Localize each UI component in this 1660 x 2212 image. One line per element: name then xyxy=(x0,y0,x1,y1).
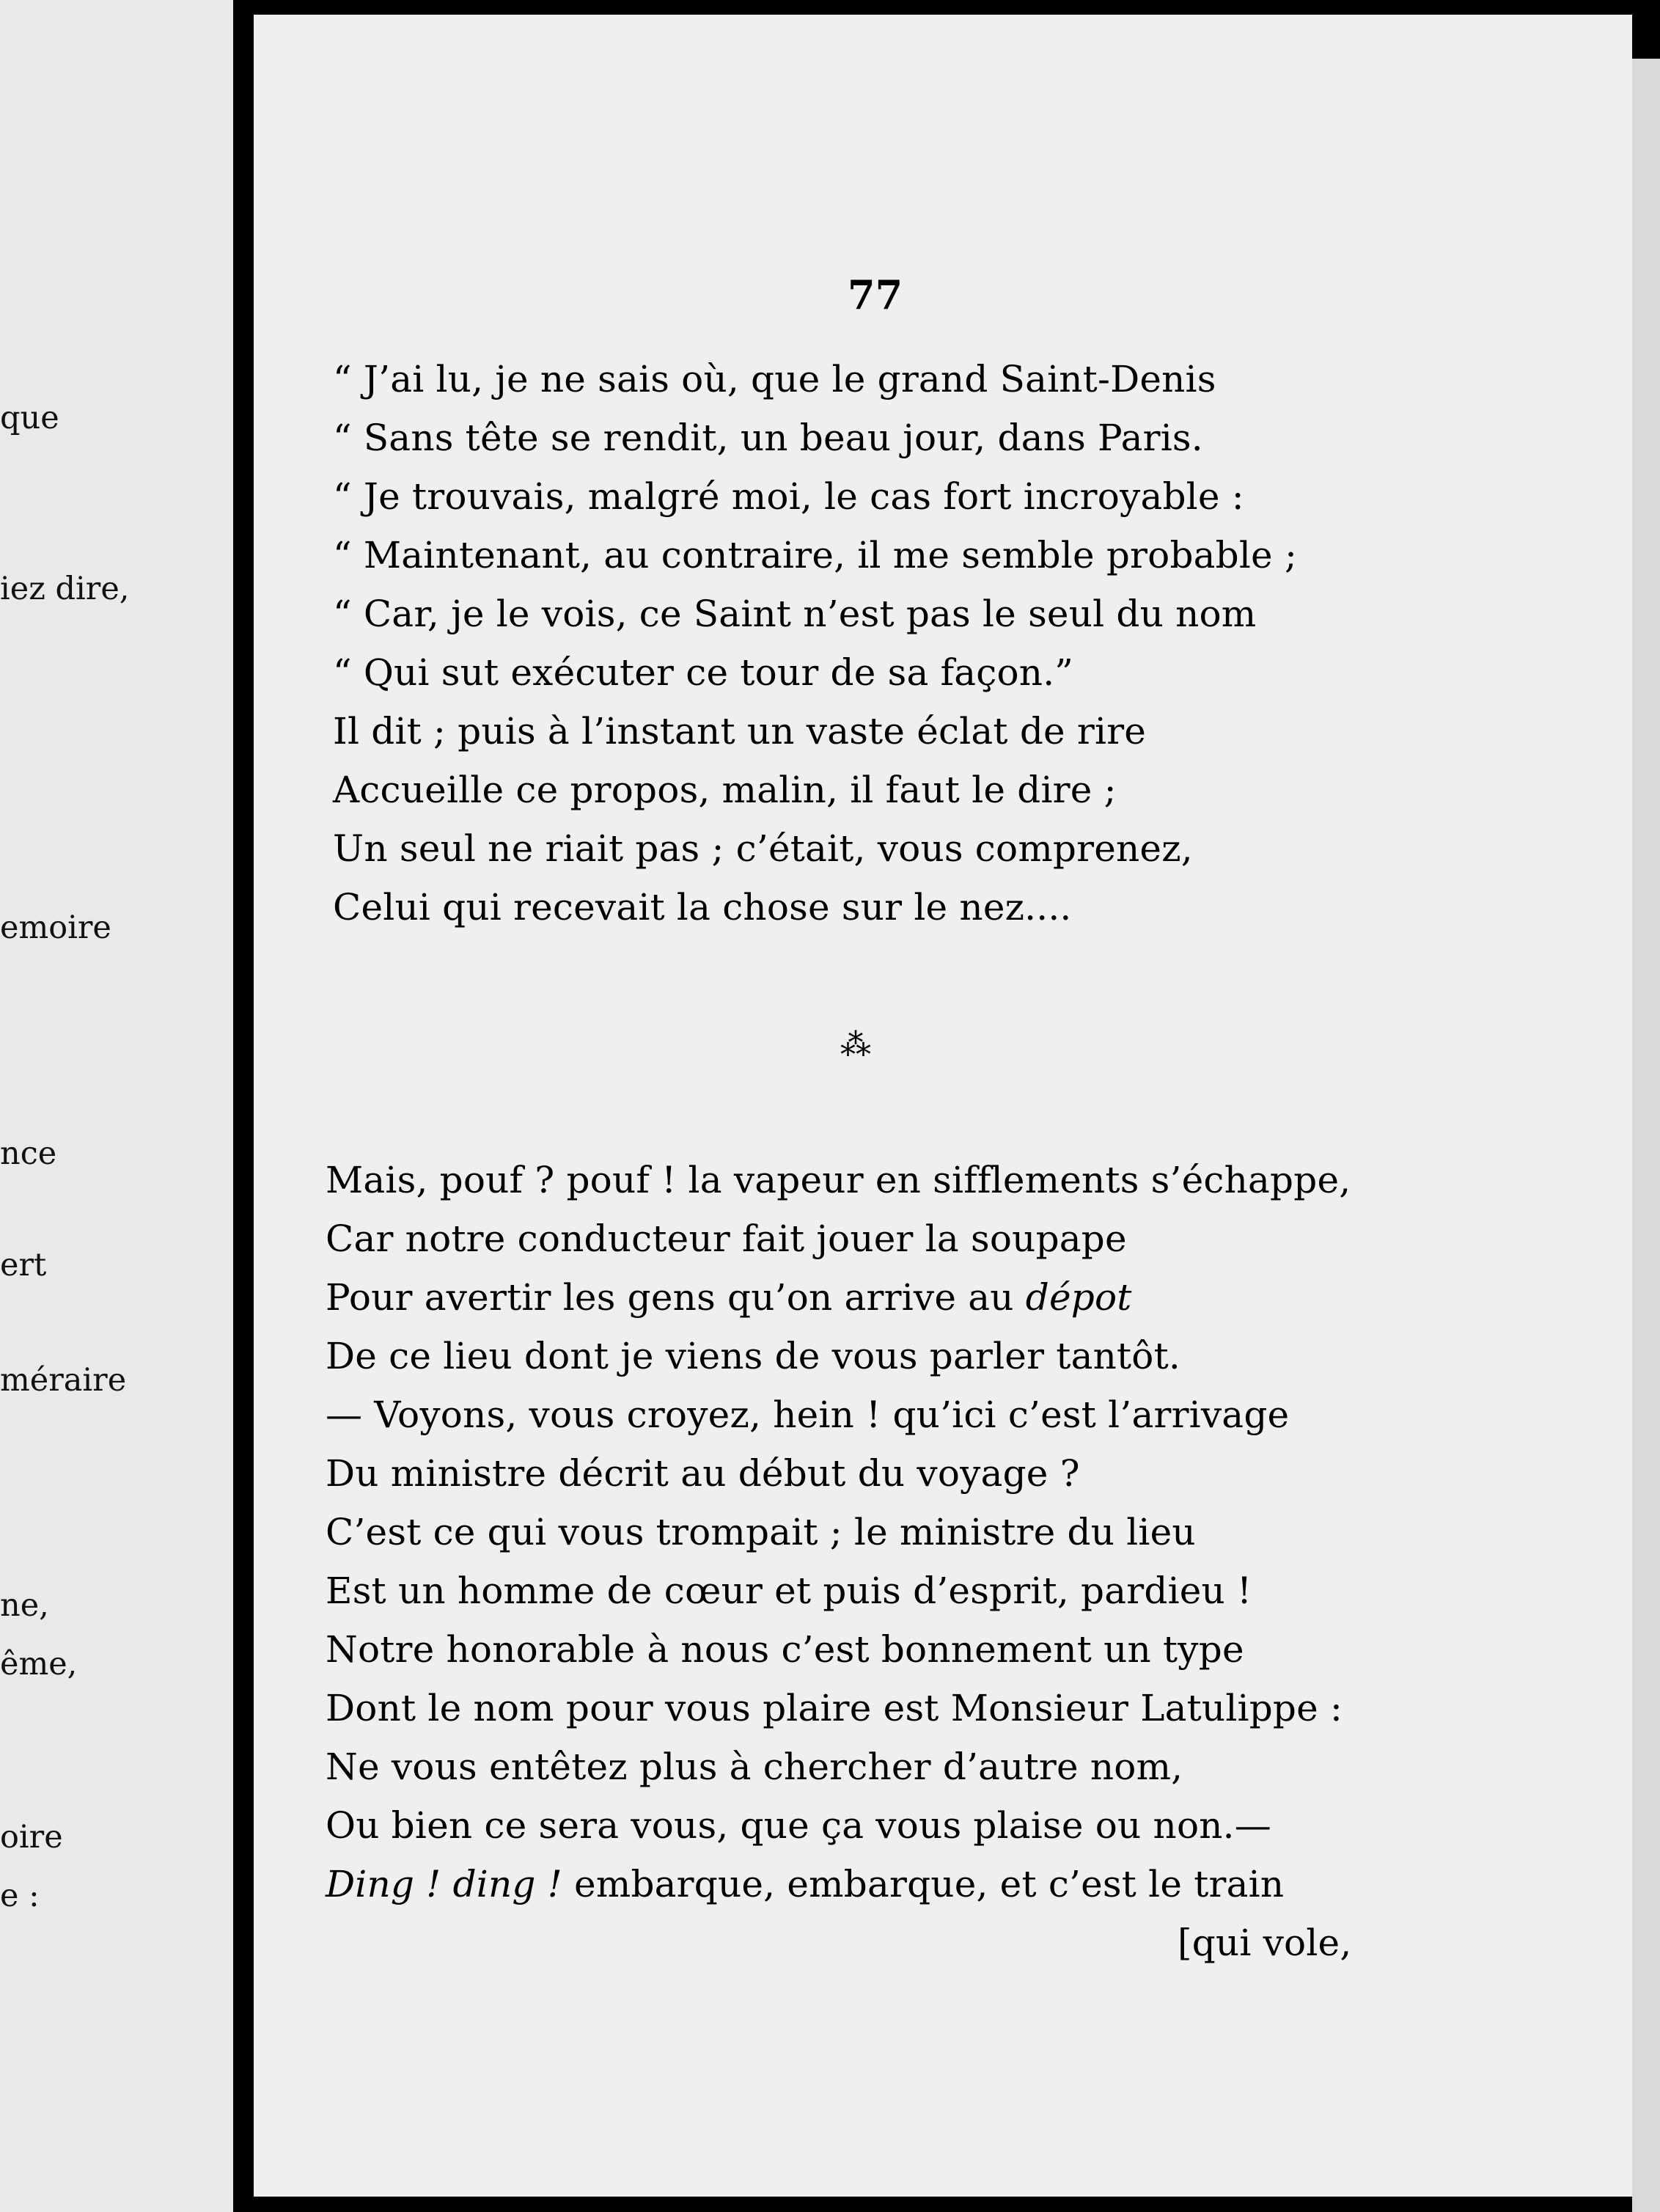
verse-line xyxy=(326,1276,1132,1319)
left-fragment: iez dire, xyxy=(0,571,130,607)
left-fragment: nce xyxy=(0,1135,57,1172)
facing-page xyxy=(0,0,233,2212)
left-fragment: emoire xyxy=(0,909,111,946)
verse-line: “ J’ai lu, je ne sais où, que le grand Saint-Denis xyxy=(333,358,1216,400)
verse-line: “ Je trouvais, malgré moi, le cas fort incroyable : xyxy=(333,475,1244,518)
page-number: 77 xyxy=(848,271,903,318)
page-edge xyxy=(1632,59,1660,2212)
verse-line: Dont le nom pour vous plaire est Monsieur Latulippe : xyxy=(326,1687,1343,1729)
italic-word: Ding ! ding ! xyxy=(326,1863,562,1905)
italic-word: dépot xyxy=(1025,1276,1132,1319)
left-fragment: e : xyxy=(0,1878,40,1914)
verse-text: embarque, embarque, et c’est le train xyxy=(562,1863,1285,1905)
verse-line: Celui qui recevait la chose sur le nez.... xyxy=(333,886,1072,929)
verse-line: C’est ce qui vous trompait ; le ministre du lieu xyxy=(326,1511,1196,1553)
left-fragment: ert xyxy=(0,1247,47,1283)
verse-line: Est un homme de cœur et puis d’esprit, pardieu ! xyxy=(326,1570,1252,1612)
verse-line-continuation: [qui vole, xyxy=(1178,1922,1352,1964)
verse-line xyxy=(326,1863,1284,1905)
verse-line: Ne vous entêtez plus à chercher d’autre nom, xyxy=(326,1746,1183,1788)
book-page xyxy=(254,15,1632,2197)
verse-line: “ Sans tête se rendit, un beau jour, dans Paris. xyxy=(333,417,1203,459)
verse-line: De ce lieu dont je viens de vous parler tantôt. xyxy=(326,1335,1180,1377)
verse-line: Mais, pouf ? pouf ! la vapeur en sifflements s’échappe, xyxy=(326,1159,1351,1201)
verse-line: Notre honorable à nous c’est bonnement un type xyxy=(326,1628,1244,1671)
verse-line: Un seul ne riait pas ; c’était, vous comprenez, xyxy=(333,827,1193,870)
verse-line: “ Car, je le vois, ce Saint n’est pas le seul du nom xyxy=(333,593,1257,635)
verse-text: Pour avertir les gens qu’on arrive au xyxy=(326,1276,1026,1319)
verse-line: Accueille ce propos, malin, il faut le dire ; xyxy=(333,769,1117,811)
verse-line: Car notre conducteur fait jouer la soupape xyxy=(326,1217,1127,1260)
verse-line: Ou bien ce sera vous, que ça vous plaise ou non.— xyxy=(326,1804,1271,1847)
verse-line: “ Maintenant, au contraire, il me semble probable ; xyxy=(333,534,1297,576)
left-fragment: que xyxy=(0,400,59,436)
verse-line: Du ministre décrit au début du voyage ? xyxy=(326,1452,1080,1495)
left-fragment: oire xyxy=(0,1819,63,1856)
section-separator: ⁂ xyxy=(840,1027,875,1063)
left-fragment: ême, xyxy=(0,1646,78,1682)
verse-line: “ Qui sut exécuter ce tour de sa façon.” xyxy=(333,651,1074,694)
left-fragment: ne, xyxy=(0,1587,49,1624)
verse-line: — Voyons, vous croyez, hein ! qu’ici c’est l’arrivage xyxy=(326,1394,1290,1436)
book-gutter xyxy=(233,0,254,2212)
verse-line: Il dit ; puis à l’instant un vaste éclat de rire xyxy=(333,710,1147,752)
left-fragment: méraire xyxy=(0,1362,127,1399)
